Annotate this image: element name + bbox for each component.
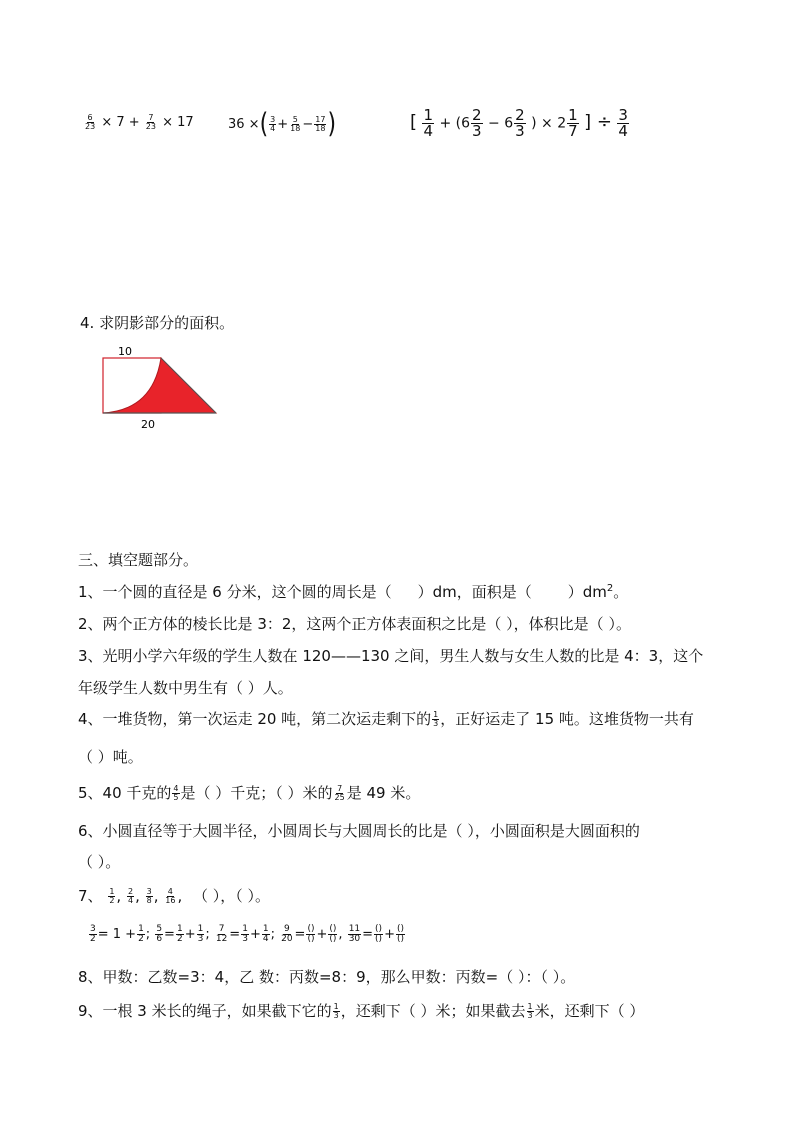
label-20: 20	[141, 418, 155, 431]
section3-title: 三、填空题部分。	[78, 551, 199, 569]
fill-q7-equations: $\frac{3}{2}$ = 1 + $\frac{1}{2}$ ; $\frac{5}{6}$ = $\frac{1}{2}$ + $\frac{1}{3}$ ; $\frac{7}{12}$ = $\frac{1}{3}$ + $\frac{1}{4}$ ; $\frac{9}{20}$ = $\frac{()}{()}$ + $\frac{()}{()}$ , $\frac{11}{30}$ = $\frac{()}{()}$ + $\frac{()}{()}$	[90, 924, 405, 944]
fill-q2: 2、两个正方体的棱长比是 3：2，这两个正方体表面积之比是（ ），体积比是（ ）。	[78, 615, 631, 633]
fill-q8: 8、甲数：乙数=3：4，乙 数：丙数=8：9，那么甲数：丙数=（ ）：（ ）。	[78, 968, 576, 986]
calc-expression-3: [ $\frac{1}{4}$ + (6 $\frac{2}{3}$ − 6 $\frac{2}{3}$ ) × 2 $\frac{1}{7}$ ] ÷ $\frac{3}{4}$	[410, 106, 628, 140]
shaded-area-figure	[95, 342, 225, 432]
fill-q4-line2: （ ）吨。	[78, 748, 143, 766]
fill-q9: 9、一根 3 米长的绳子，如果截下它的 $\frac{1}{3}$ ，还剩下（ ）米；如果截去 $\frac{1}{3}$ 米，还剩下（ ）	[78, 1002, 645, 1020]
shaded-region	[103, 358, 216, 413]
fill-q1: 1、一个圆的直径是 6 分米，这个圆的周长是（ ）dm，面积是（ ）$dm^2$。	[78, 583, 629, 601]
fill-q5: 5、40 千克的 $\frac{4}{5}$ 是（ ）千克；（ ）米的 $\frac{7}{25}$ 是 49 米。	[78, 784, 421, 802]
fill-q6-line1: 6、小圆直径等于大圆半径，小圆周长与大圆周长的比是（ ），小圆面积是大圆面积的	[78, 822, 640, 840]
fill-q7: 7、 $\frac{1}{2}$ , $\frac{2}{4}$ , $\frac{3}{8}$ , $\frac{4}{16}$ , （ ），（ ）。	[78, 887, 271, 905]
q4-title: 4. 求阴影部分的面积。	[80, 314, 235, 332]
calc-expression-2: 36 ×( $\frac{3}{4}$ + $\frac{5}{18}$ − $\frac{17}{18}$ )	[228, 108, 337, 141]
calc-expression-1: $\frac{6}{23}$ × 7 + $\frac{7}{23}$ × 17	[85, 113, 194, 131]
fill-q3-line1: 3、光明小学六年级的学生人数在 120——130 之间，男生人数与女生人数的比是 4：3，这个	[78, 647, 704, 665]
fill-q4: 4、一堆货物，第一次运走 20 吨，第二次运走剩下的 $\frac{1}{3}$ ，正好运走了 15 吨。这堆货物一共有	[78, 710, 694, 728]
label-10: 10	[118, 345, 132, 358]
fill-q6-line2: （ ）。	[78, 853, 121, 871]
fill-q3-line2: 年级学生人数中男生有（ ）人。	[78, 679, 293, 697]
